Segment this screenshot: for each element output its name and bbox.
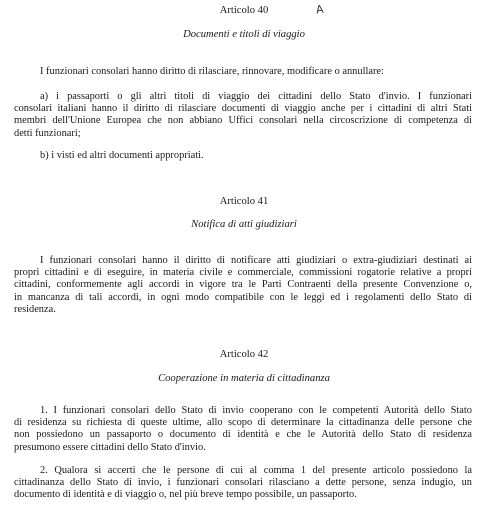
article-41-title: Articolo 41 xyxy=(219,196,269,207)
text-line: propri cittadini e di eseguire, in materia civile e commerciale, commissioni rogatorie relative a propri xyxy=(14,267,472,279)
article-40-title: Articolo 40 xyxy=(219,5,269,16)
text-line: in mancanza di tali accordi, in ogni modo compatibile con le leggi ed i regolamenti dello Stato di xyxy=(14,291,472,303)
article-42-subtitle: Cooperazione in materia di cittadinanza xyxy=(158,373,330,384)
text-line: membri dell'Unione Europea che non abbiano Uffici consolari nella circoscrizione di competenza di xyxy=(14,115,472,127)
text-line: b) i visti ed altri documenti appropriati. xyxy=(40,150,204,161)
text-line: non possiedono un passaporto o documento di identità e che le Autorità dello Stato di residenza xyxy=(14,429,472,441)
text-line: detti funzionari; xyxy=(14,127,81,139)
text-line: documento di identità e di viaggio o, nel più breve tempo possibile, un passaporto. xyxy=(14,489,357,501)
text-line: cittadini, conformemente agli accordi in vigore tra le Parti Contraenti della presente Convenzione o, xyxy=(14,279,472,291)
article-41-subtitle: Notifica di atti giudiziari xyxy=(191,219,297,230)
article-42-title: Articolo 42 xyxy=(219,349,269,360)
text-line: presumono essere cittadini dello Stato d'invio. xyxy=(14,441,206,453)
article-42-paragraph-1 xyxy=(14,405,472,454)
text-line: 1. I funzionari consolari dello Stato di invio cooperano con le competenti Autorità dello Stato xyxy=(40,405,472,416)
text-line: a) i passaporti o gli altri titoli di viaggio dei cittadini dello Stato d'invio. I funzionari xyxy=(40,91,472,102)
text-line: cittadinanza dello Stato di invio, i funzionari consolari rilasciano a dette persone, senza indugio, un xyxy=(14,477,472,489)
article-40-intro xyxy=(40,66,472,78)
article-40-subtitle: Documenti e titoli di viaggio xyxy=(183,29,305,40)
article-40-point-b xyxy=(40,150,472,162)
text-line: 2. Qualora si accerti che le persone di cui al comma 1 del presente articolo possiedono la xyxy=(40,465,472,476)
article-41-body xyxy=(14,255,472,316)
text-line: residenza. xyxy=(14,303,56,315)
text-line: I funzionari consolari hanno il diritto di notificare atti giudiziari o extra-giudiziari destinati ai xyxy=(40,255,472,266)
text-line: I funzionari consolari hanno diritto di rilasciare, rinnovare, modificare o annullare: xyxy=(40,66,384,77)
handwritten-mark: A xyxy=(315,2,325,17)
text-line: di residenza su richiesta di queste ultime, allo scopo di determinare la cittadinanza delle persone che xyxy=(14,417,472,429)
article-40-point-a xyxy=(14,91,472,140)
article-42-paragraph-2 xyxy=(14,465,472,502)
text-line: consolari italiani hanno il diritto di rilasciare documenti di viaggio anche per i cittadini di altri Stati xyxy=(14,103,472,115)
